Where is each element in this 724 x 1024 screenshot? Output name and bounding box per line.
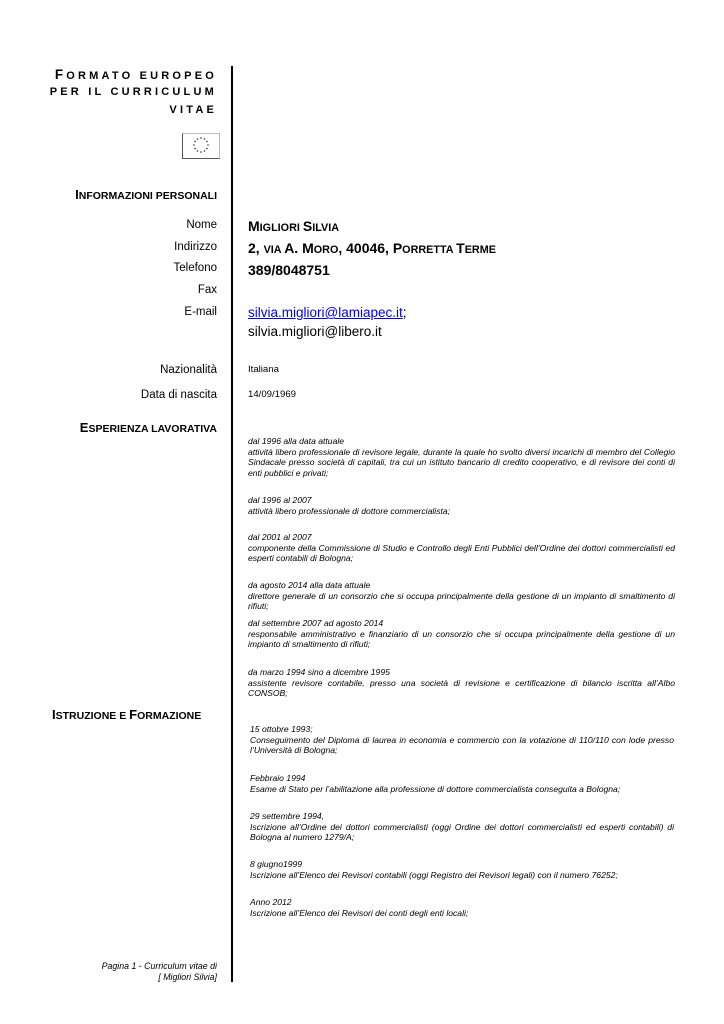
value-nome: MIGLIORI SILVIA (248, 218, 340, 234)
footer-line-2: [ Migliori Silvia] (158, 972, 217, 982)
value-email-1: silvia.migliori@lamiapec.it; (248, 305, 407, 320)
title-line-1: FORMATO EUROPEO (54, 67, 217, 82)
section-experience: ESPERIENZA LAVORATIVA (79, 420, 217, 435)
label-email: E-mail (184, 306, 217, 318)
title-line-3: VITAE (169, 104, 217, 116)
label-nazionalita: Nazionalità (160, 364, 217, 376)
footer-line-1: Pagina 1 - Curriculum vitae di (101, 961, 217, 971)
label-fax: Fax (197, 284, 217, 296)
education-entry: 15 ottobre 1993; Conseguimento del Diploma di laurea in economia e commercio con la votazione di 110/110 con lode presso l’Università di Bologna; (250, 724, 674, 756)
value-telefono: 389/8048751 (248, 262, 330, 278)
value-data-nascita: 14/09/1969 (248, 389, 297, 400)
value-email-2: silvia.migliori@libero.it (248, 324, 382, 339)
value-nazionalita: Italiana (248, 364, 279, 375)
email-link[interactable]: silvia.migliori@lamiapec.it (248, 305, 403, 320)
label-indirizzo: Indirizzo (174, 241, 217, 253)
experience-entry: dal 1996 al 2007 attività libero professionale di dottore commercialista; (248, 495, 451, 516)
experience-entry: dal 1996 alla data attuale attività libero professionale di revisore legale, durante la quale ho svolto diversi incarichi di membro del Collegio Sindacale presso società di capitali, tra cui un istituto bancario di credito cooperativo, e di revisore dei conti di enti pubblici e privati; (248, 436, 675, 478)
page-footer (102, 961, 217, 983)
experience-entry: da agosto 2014 alla data attuale direttore generale di un consorzio che si occupa principalmente della gestione di un impianto di smaltimento di rifiuti; (248, 580, 675, 612)
experience-entry: da marzo 1994 sino a dicembre 1995 assistente revisore contabile, presso una società di revisione e certificazione di bilancio iscritta all’Albo CONSOB; (248, 667, 675, 699)
value-indirizzo: 2, VIA A. MORO, 40046, PORRETTA TERME (248, 240, 496, 256)
vertical-divider (231, 66, 233, 982)
experience-entry: dal settembre 2007 ad agosto 2014 responsabile amministrativo e finanziario di un consorzio che si occupa principalmente della gestione di un impianto di smaltimento di rifiuti; (248, 618, 675, 650)
education-entry: Anno 2012 Iscrizione all’Elenco dei Revisori dei conti degli enti locali; (250, 897, 469, 918)
label-nome: Nome (186, 219, 217, 231)
eu-flag-icon (182, 133, 220, 159)
education-entry: 29 settembre 1994, Iscrizione all’Ordine dei dottori commercialisti (oggi Ordine dei dottori commercialisti ed esperti contabili) di Bologna al numero 1279/A; (250, 811, 674, 843)
label-data-nascita: Data di nascita (140, 389, 217, 401)
education-entry: Febbraio 1994 Esame di Stato per l’abilitazione alla professione di dottore commercialista conseguita a Bologna; (250, 773, 621, 794)
title-line-2: PER IL CURRICULUM (49, 86, 217, 98)
education-entry: 8 giugno1999 Iscrizione all’Elenco dei Revisori contabili (oggi Registro dei Revisori legali) con il numero 76252; (250, 859, 618, 880)
section-personal-info: INFORMAZIONI PERSONALI (75, 187, 217, 202)
label-telefono: Telefono (173, 262, 217, 274)
section-education: ISTRUZIONE E FORMAZIONE (52, 707, 202, 722)
experience-entry: dal 2001 al 2007 componente della Commissione di Studio e Controllo degli Enti Pubblici dell’Ordine dei dottori commercialisti ed esperti contabili di Bologna; (248, 532, 675, 564)
